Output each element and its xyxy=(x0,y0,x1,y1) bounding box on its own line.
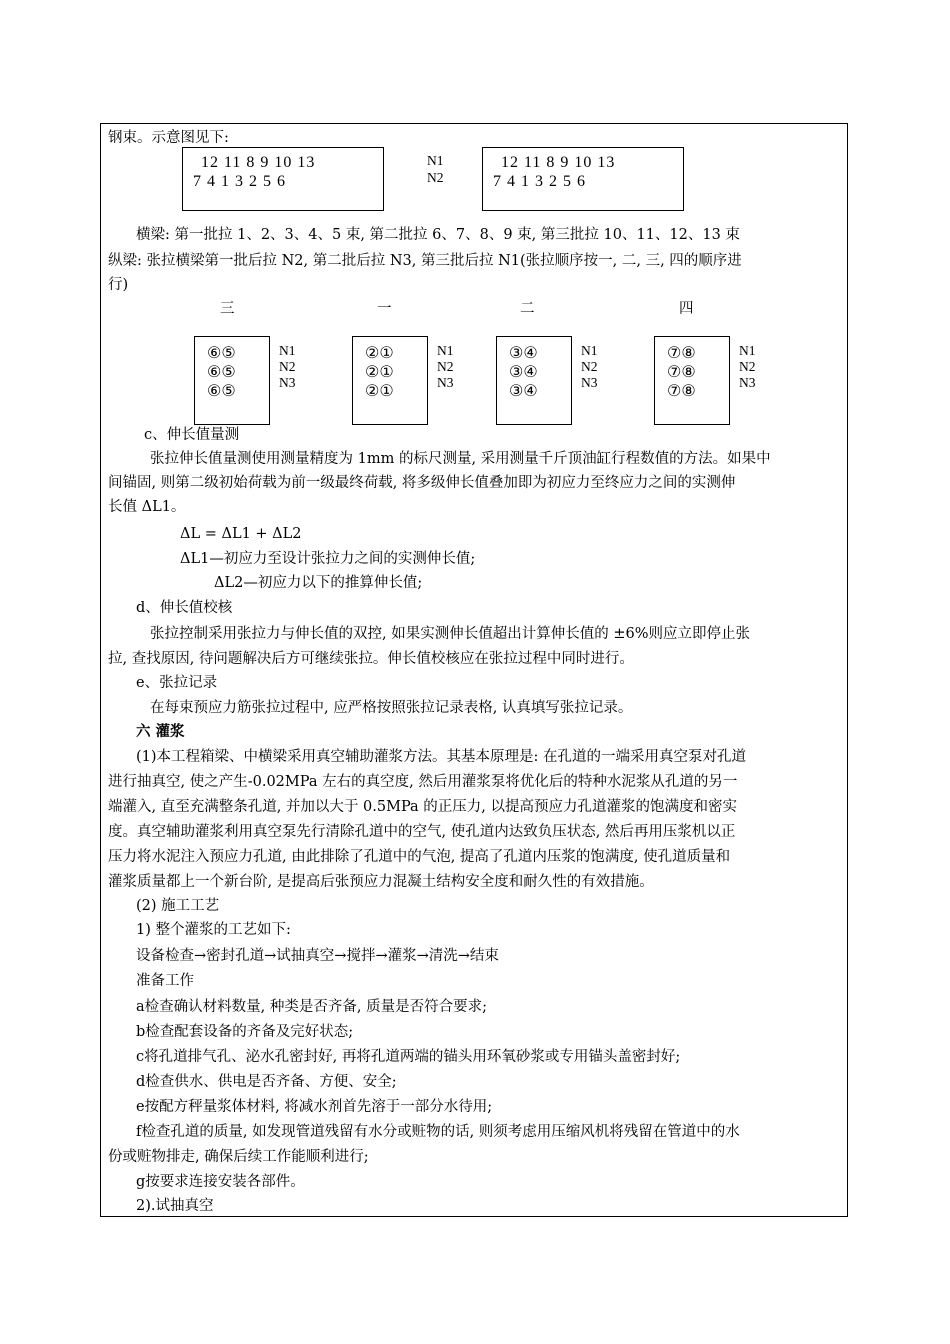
section-six-p6: 灌浆质量都上一个新台阶, 是提高后张预应力混凝土结构安全度和耐久性的有效措施。 xyxy=(108,874,654,890)
step-1: 1) 整个灌浆的工艺如下: xyxy=(136,922,291,938)
group-box-2 xyxy=(496,336,572,425)
strand-row-top: 12 11 8 9 10 13 xyxy=(201,154,316,171)
circle-row: ③④ xyxy=(509,362,538,381)
label-n1: N1 xyxy=(739,343,756,358)
group-box-1 xyxy=(352,336,428,425)
label-n1: N1 xyxy=(279,343,296,358)
circle-row: ⑥⑤ xyxy=(207,362,236,381)
circle-row: ⑥⑤ xyxy=(207,381,236,400)
group-box-3 xyxy=(194,336,270,425)
section-c-p2: 间锚固, 则第二级初始荷载为前一级最终荷载, 将多级伸长值叠加即为初应力至终应力之间的实测伸 xyxy=(108,475,736,491)
intro-text: 钢束。示意图见下: xyxy=(108,130,229,146)
label-n2: N2 xyxy=(739,359,756,374)
label-n3: N3 xyxy=(279,375,296,390)
group-heading-4: 四 xyxy=(679,301,694,317)
section-c-p1: 张拉伸长值量测使用测量精度为 1mm 的标尺测量, 采用测量千斤顶油缸行程数值的方法。如果中 xyxy=(150,451,771,467)
label-n3: N3 xyxy=(581,375,598,390)
section-six-p5: 压力将水泥注入预应力孔道, 由此排除了孔道中的气泡, 提高了孔道内压浆的饱满度, 使孔道质量和 xyxy=(108,849,731,865)
circle-row: ⑥⑤ xyxy=(207,343,236,362)
group-heading-2: 二 xyxy=(520,301,535,317)
section-d-title: d、伸长值校核 xyxy=(136,600,233,616)
label-n2: N2 xyxy=(427,170,444,185)
strand-diagram-right xyxy=(482,147,684,211)
subsection-2-title: (2) 施工工艺 xyxy=(136,898,220,914)
definition-dl2: ΔL2—初应力以下的推算伸长值; xyxy=(214,575,423,591)
strand-diagram-left xyxy=(182,147,384,211)
strand-row-bottom: 7 4 1 3 2 5 6 xyxy=(493,173,586,190)
section-e-p1: 在每束预应力筋张拉过程中, 应严格按照张拉记录表格, 认真填写张拉记录。 xyxy=(150,700,633,716)
group-box-4 xyxy=(654,336,730,425)
section-c-p3: 长值 ΔL1。 xyxy=(108,499,186,515)
prep-item-f-line2: 份或赃物排走, 确保后续工作能顺利进行; xyxy=(108,1149,369,1165)
circle-row: ⑦⑧ xyxy=(667,343,696,362)
formula: ΔL = ΔL1 + ΔL2 xyxy=(180,526,302,542)
definition-dl1: ΔL1—初应力至设计张拉力之间的实测伸长值; xyxy=(180,551,476,567)
label-n1: N1 xyxy=(437,343,454,358)
prep-item-d: d检查供水、供电是否齐备、方便、安全; xyxy=(136,1074,397,1090)
process-flow: 设备检查→密封孔道→试抽真空→搅拌→灌浆→清洗→结束 xyxy=(136,948,499,964)
section-six-p1: (1)本工程箱梁、中横梁采用真空辅助灌浆方法。其基本原理是: 在孔道的一端采用真空泵对孔道 xyxy=(136,749,747,765)
label-n2: N2 xyxy=(581,359,598,374)
circle-row: ⑦⑧ xyxy=(667,381,696,400)
label-n1: N1 xyxy=(581,343,598,358)
section-c-title: c、伸长值量测 xyxy=(144,427,240,443)
circle-row: ②① xyxy=(365,381,394,400)
label-n3: N3 xyxy=(739,375,756,390)
longbeam-text-2: 行) xyxy=(108,277,129,293)
prep-item-b: b检查配套设备的齐备及完好状态; xyxy=(136,1024,354,1040)
label-n2: N2 xyxy=(437,359,454,374)
prep-item-a: a检查确认材料数量, 种类是否齐备, 质量是否符合要求; xyxy=(136,999,487,1015)
strand-row-bottom: 7 4 1 3 2 5 6 xyxy=(193,173,286,190)
circle-row: ③④ xyxy=(509,381,538,400)
group-heading-1: 一 xyxy=(377,301,392,317)
section-e-title: e、张拉记录 xyxy=(136,675,218,691)
prep-item-f-line1: f检查孔道的质量, 如发现管道残留有水分或赃物的话, 则须考虑用压缩风机将残留在管道中的水 xyxy=(136,1124,740,1140)
circle-row: ⑦⑧ xyxy=(667,362,696,381)
step-2: 2).试抽真空 xyxy=(136,1198,214,1214)
circle-row: ②① xyxy=(365,343,394,362)
section-six-title: 六 灌浆 xyxy=(136,723,185,740)
prep-item-g: g按要求连接安装各部件。 xyxy=(136,1174,305,1190)
label-n1: N1 xyxy=(427,153,444,168)
circle-row: ③④ xyxy=(509,343,538,362)
longbeam-text-1: 纵梁: 张拉横梁第一批后拉 N2, 第二批后拉 N3, 第三批后拉 N1(张拉顺序按一, 二, 三, 四的顺序进 xyxy=(108,253,742,269)
section-six-p4: 度。真空辅助灌浆利用真空泵先行清除孔道中的空气, 使孔道内达致负压状态, 然后再用压浆机以正 xyxy=(108,824,736,840)
label-n3: N3 xyxy=(437,375,454,390)
label-n2: N2 xyxy=(279,359,296,374)
group-heading-3: 三 xyxy=(220,301,235,317)
section-d-p2: 拉, 查找原因, 待问题解决后方可继续张拉。伸长值校核应在张拉过程中同时进行。 xyxy=(108,651,634,667)
circle-row: ②① xyxy=(365,362,394,381)
strand-row-top: 12 11 8 9 10 13 xyxy=(501,154,616,171)
section-six-p3: 端灌入, 直至充满整条孔道, 并加以大于 0.5MPa 的正压力, 以提高预应力孔道灌浆的饱满度和密实 xyxy=(108,799,738,815)
section-six-p2: 进行抽真空, 使之产生-0.02MPa 左右的真空度, 然后用灌浆泵将优化后的特种水泥浆从孔道的另一 xyxy=(108,774,738,790)
prep-item-c: c将孔道排气孔、泌水孔密封好, 再将孔道两端的锚头用环氧砂浆或专用锚头盖密封好; xyxy=(136,1049,681,1065)
prep-item-e: e按配方秤量浆体材料, 将减水剂首先溶于一部分水待用; xyxy=(136,1099,493,1115)
crossbeam-text: 横梁: 第一批拉 1、2、3、4、5 束, 第二批拉 6、7、8、9 束, 第三批拉 10、11、12、13 束 xyxy=(136,227,740,243)
prep-heading: 准备工作 xyxy=(136,973,194,989)
section-d-p1: 张拉控制采用张拉力与伸长值的双控, 如果实测伸长值超出计算伸长值的 ±6%则应立即停止张 xyxy=(150,626,750,642)
